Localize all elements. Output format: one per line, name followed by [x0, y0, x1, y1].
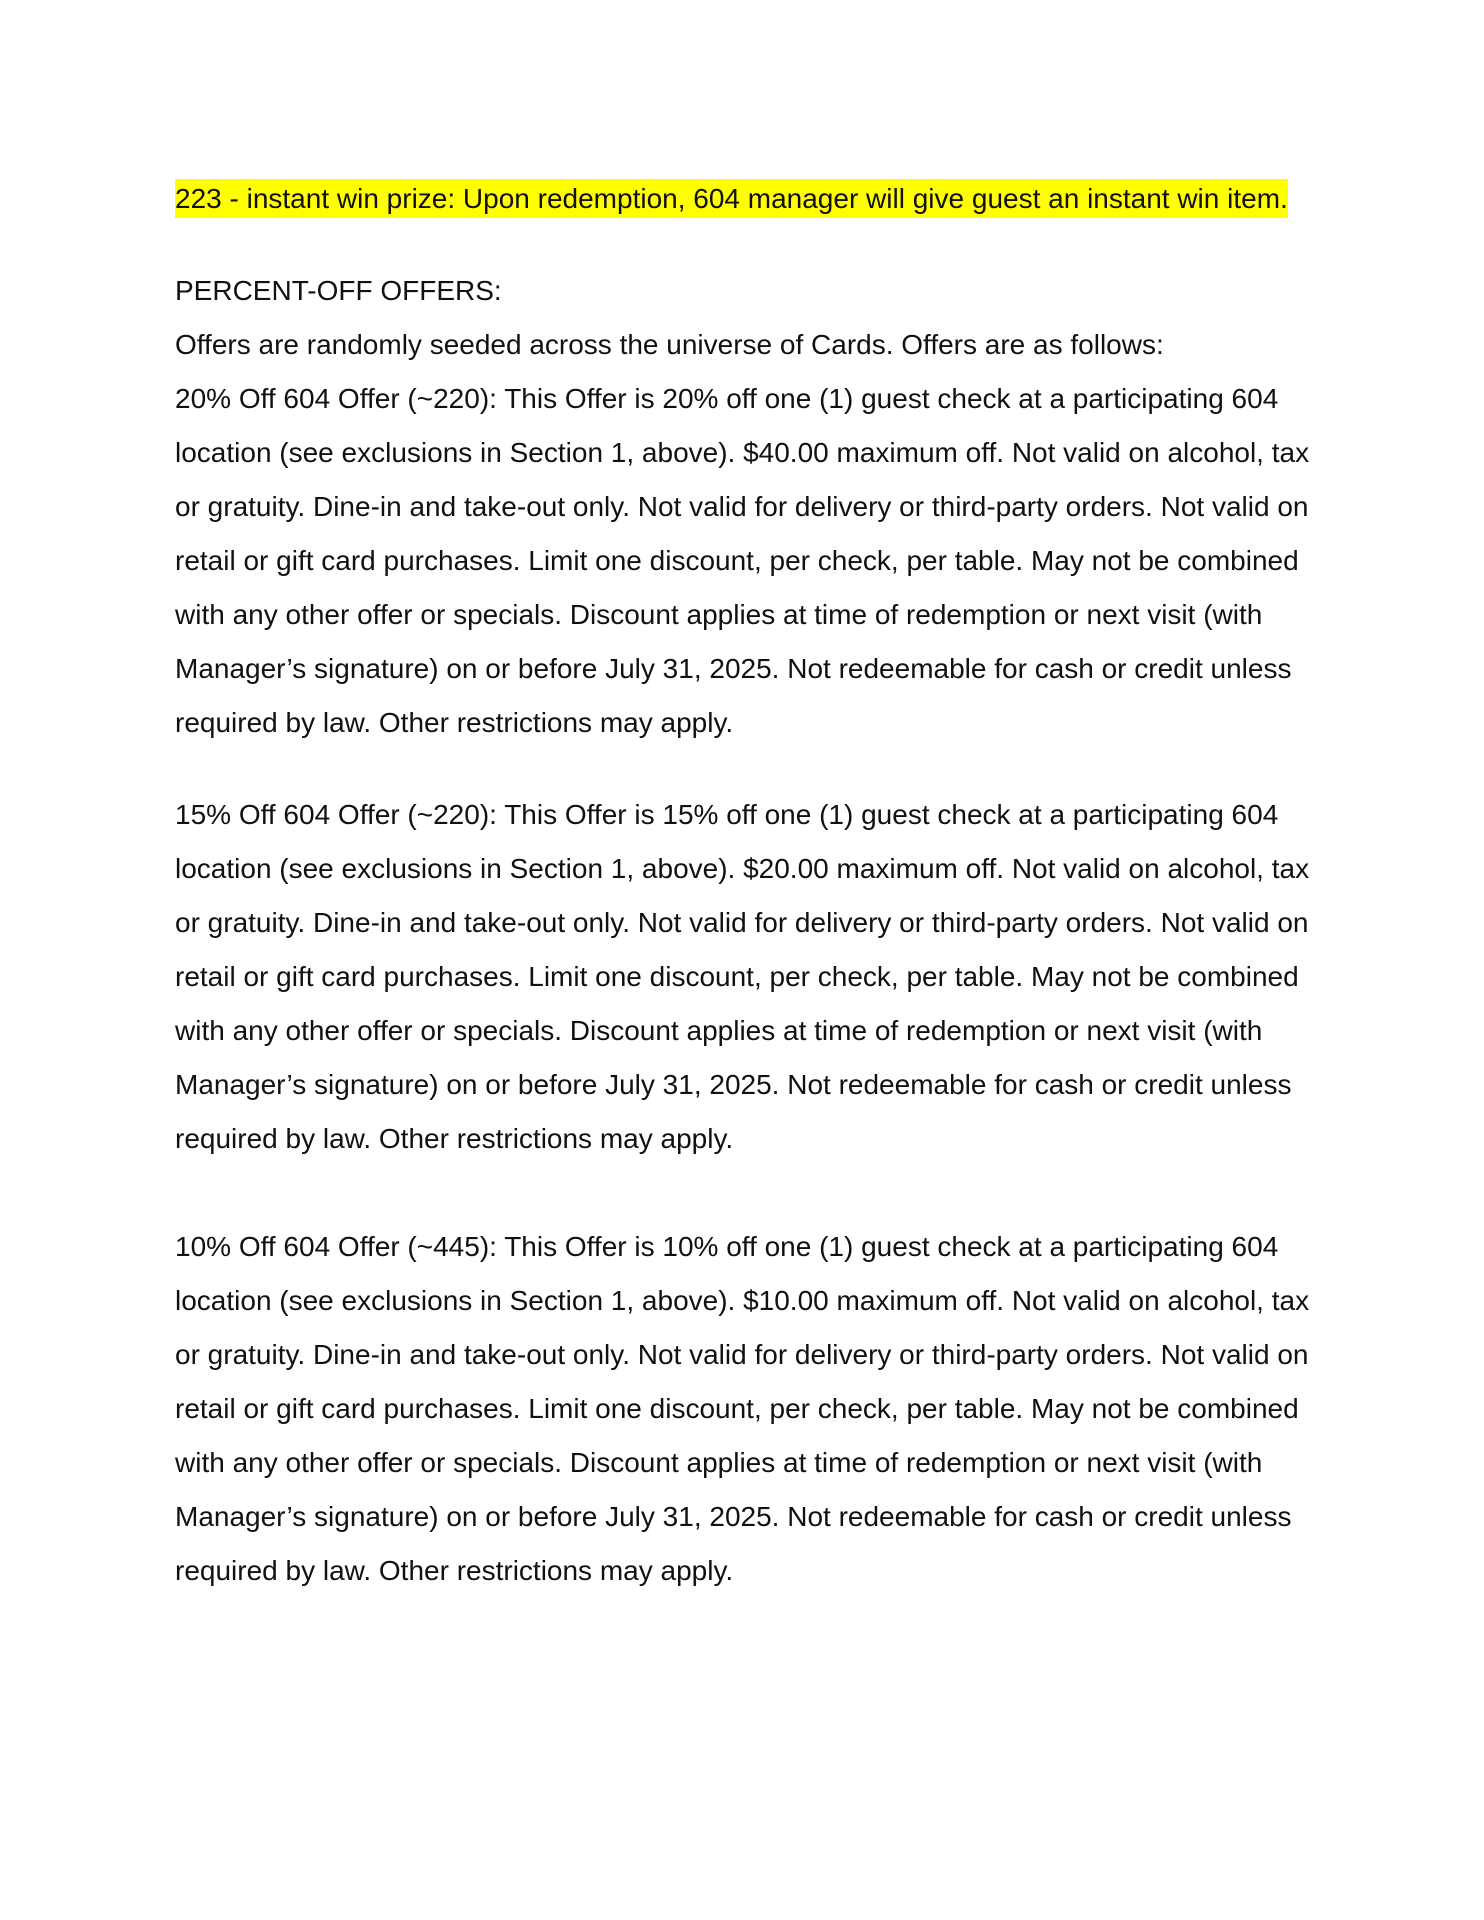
- instant-win-highlight: 223 - instant win prize: Upon redemption, 604 manager will give guest an instant win item.: [175, 179, 1288, 218]
- intro-paragraph: Offers are randomly seeded across the universe of Cards. Offers are as follows:: [175, 329, 1164, 360]
- offer-20-paragraph: 20% Off 604 Offer (~220): This Offer is 20% off one (1) guest check at a participating 604 location (see exclusions in Section 1, above). $40.00 maximum off. Not valid on alcohol, tax or gratuity. Dine-in and take-out only. Not valid for delivery or third-party orders. Not valid on retail or gift card purchases. Limit one discount, per check, per table. May not be combined with any other offer or specials. Discount applies at time of redemption or next visit (with Manager’s signature) on or before July 31, 2025. Not redeemable for cash or credit unless required by law. Other restrictions may apply.: [175, 383, 1310, 738]
- document-page: [175, 172, 1325, 1598]
- instant-win-paragraph: [175, 172, 1325, 226]
- section-heading: PERCENT-OFF OFFERS:: [175, 275, 502, 306]
- offer-10-paragraph: 10% Off 604 Offer (~445): This Offer is 10% off one (1) guest check at a participating 604 location (see exclusions in Section 1, above). $10.00 maximum off. Not valid on alcohol, tax or gratuity. Dine-in and take-out only. Not valid for delivery or third-party orders. Not valid on retail or gift card purchases. Limit one discount, per check, per table. May not be combined with any other offer or specials. Discount applies at time of redemption or next visit (with Manager’s signature) on or before July 31, 2025. Not redeemable for cash or credit unless required by law. Other restrictions may apply.: [175, 1231, 1310, 1586]
- offer-15-paragraph: 15% Off 604 Offer (~220): This Offer is 15% off one (1) guest check at a participating 604 location (see exclusions in Section 1, above). $20.00 maximum off. Not valid on alcohol, tax or gratuity. Dine-in and take-out only. Not valid for delivery or third-party orders. Not valid on retail or gift card purchases. Limit one discount, per check, per table. May not be combined with any other offer or specials. Discount applies at time of redemption or next visit (with Manager’s signature) on or before July 31, 2025. Not redeemable for cash or credit unless required by law. Other restrictions may apply.: [175, 799, 1310, 1154]
